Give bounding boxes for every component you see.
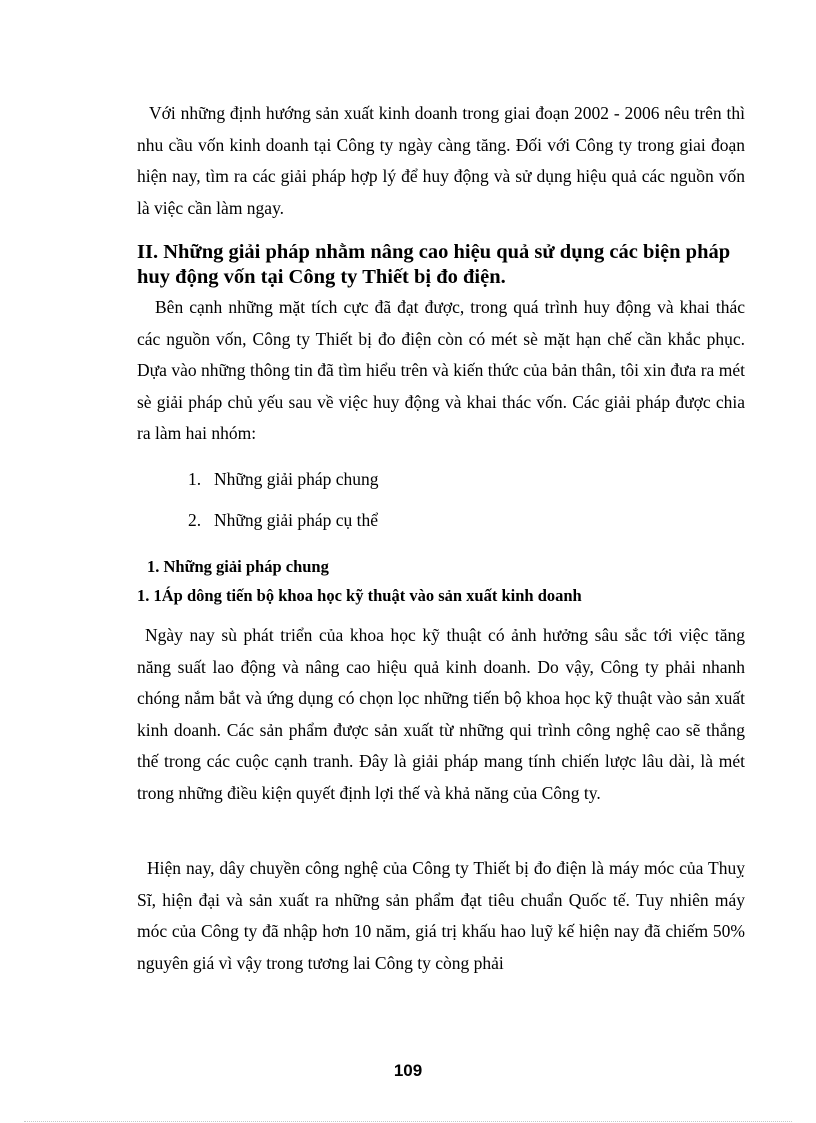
- section-heading-ii: II. Những giải pháp nhằm nâng cao hiệu quả sử dụng các biện pháp huy động vốn tại Công ty Thiết bị đo điện.: [137, 241, 731, 288]
- list-item: [188, 508, 378, 532]
- list-text: Những giải pháp chung: [214, 469, 379, 489]
- paragraph-context: Bên cạnh những mặt tích cực đã đạt được, trong quá trình huy động và khai thác các nguồn vốn, Công ty Thiết bị đo điện còn có mét sè mặt hạn chế cần khắc phục. Dựa vào những thông tin đã tìm hiểu trên và kiến thức của bản thân, tôi xin đưa ra mét sè giải pháp chủ yếu sau về việc huy động và khai thác vốn. Các giải pháp được chia ra làm hai nhóm:: [137, 297, 745, 444]
- page-number: 109: [393, 1061, 423, 1080]
- list-number: 2.: [188, 510, 202, 530]
- subheading-general-solutions: 1. Những giải pháp chung: [147, 557, 329, 576]
- paragraph-intro: Với những định hướng sản xuất kinh doanh trong giai đoạn 2002 - 2006 nêu trên thì nhu cầu vốn kinh doanh tại Công ty ngày càng tăng. Đối với Công ty trong giai đoạn hiện nay, tìm ra các giải pháp hợp lý để huy động và sử dụng hiệu quả các nguồn vốn là việc cần làm ngay.: [137, 103, 745, 218]
- paragraph-technology: Ngày nay sù phát triển của khoa học kỹ thuật có ảnh hưởng sâu sắc tới việc tăng năng suất lao động và nâng cao hiệu quả kinh doanh. Do vậy, Công ty phải nhanh chóng nắm bắt và ứng dụng có chọn lọc những tiến bộ khoa học kỹ thuật vào sản xuất kinh doanh. Các sản phẩm được sản xuất từ những qui trình công nghệ cao sẽ thắng thế trong các cuộc cạnh tranh. Đây là giải pháp mang tính chiến lược lâu dài, là mét trong những điều kiện quyết định lợi thế và khả năng của Công ty.: [137, 625, 745, 803]
- list-number: 1.: [188, 469, 202, 489]
- subheading-technology: 1. 1Áp dông tiến bộ khoa học kỹ thuật vào sản xuất kinh doanh: [137, 586, 582, 605]
- page-bottom-divider: [24, 1121, 792, 1122]
- list-text: Những giải pháp cụ thể: [214, 510, 379, 530]
- list-item: [188, 467, 379, 491]
- paragraph-current-equipment: Hiện nay, dây chuyền công nghệ của Công ty Thiết bị đo điện là máy móc của Thuỵ Sĩ, hiện đại và sản xuất ra những sản phẩm đạt tiêu chuẩn Quốc tế. Tuy nhiên máy móc của Công ty đã nhập hơn 10 năm, giá trị khấu hao luỹ kế hiện nay đã chiếm 50% nguyên giá vì vậy trong tương lai Công ty còng phải: [137, 858, 745, 973]
